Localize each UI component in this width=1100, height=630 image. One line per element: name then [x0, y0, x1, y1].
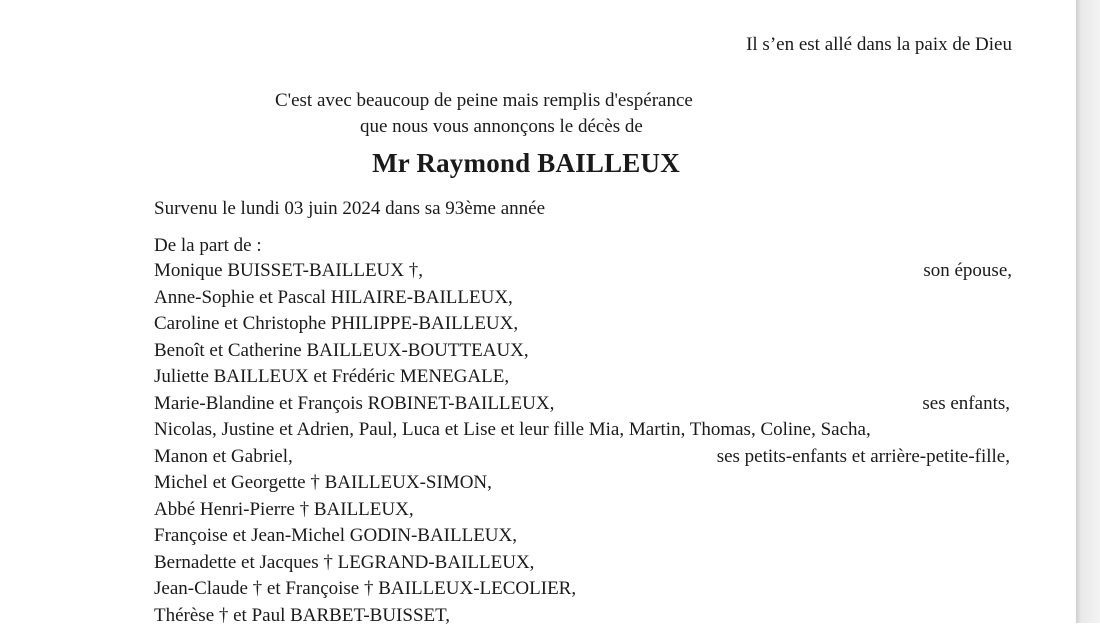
family-member-name: Monique BUISSET-BAILLEUX †, — [154, 260, 423, 281]
family-member-name: Bernadette et Jacques † LEGRAND-BAILLEUX, — [154, 552, 535, 573]
family-member-name: Jean-Claude † et Françoise † BAILLEUX-LECOLIER, — [154, 578, 577, 599]
family-member-name: Caroline et Christophe PHILIPPE-BAILLEUX, — [154, 313, 519, 334]
family-row — [154, 445, 1010, 471]
epigraph: Il s’en est allé dans la paix de Dieu — [746, 34, 1012, 55]
family-member-name: Françoise et Jean-Michel GODIN-BAILLEUX, — [154, 525, 518, 546]
family-relation: ses enfants, — [922, 393, 1010, 414]
family-row — [154, 365, 1014, 391]
family-member-name: Abbé Henri-Pierre † BAILLEUX, — [154, 499, 414, 520]
deceased-name: Mr Raymond BAILLEUX — [372, 148, 680, 178]
family-row — [154, 471, 1014, 497]
family-row — [154, 312, 1014, 338]
from-label: De la part de : — [154, 235, 262, 256]
family-member-name: Anne-Sophie et Pascal HILAIRE-BAILLEUX, — [154, 287, 513, 308]
death-notice: Survenu le lundi 03 juin 2024 dans sa 93ème année — [154, 198, 546, 219]
family-row — [154, 286, 1014, 312]
deceased-name-heading — [0, 148, 1076, 179]
family-member-name: Nicolas, Justine et Adrien, Paul, Luca et Lise et leur fille Mia, Martin, Thomas, Coline, Sacha, — [154, 419, 871, 440]
family-member-name: Benoît et Catherine BAILLEUX-BOUTTEAUX, — [154, 340, 529, 361]
family-row — [154, 339, 1014, 365]
family-row — [154, 524, 1014, 550]
family-member-name: Thérèse † et Paul BARBET-BUISSET, — [154, 605, 451, 626]
family-member-name: Manon et Gabriel, — [154, 446, 293, 467]
family-row — [154, 604, 1014, 630]
family-relation: son épouse, — [923, 260, 1012, 281]
family-row — [154, 392, 1010, 418]
family-relation: ses petits-enfants et arrière-petite-fille, — [716, 446, 1010, 467]
family-row — [154, 577, 1014, 603]
family-member-name: Marie-Blandine et François ROBINET-BAILLEUX, — [154, 393, 555, 414]
page-edge-shadow — [1076, 0, 1100, 623]
intro-line-1: C'est avec beaucoup de peine mais remplis d'espérance — [275, 90, 693, 111]
family-row — [154, 551, 1014, 577]
family-member-name: Juliette BAILLEUX et Frédéric MENEGALE, — [154, 366, 510, 387]
family-row — [154, 498, 1014, 524]
family-row — [154, 418, 1014, 444]
family-member-name: Michel et Georgette † BAILLEUX-SIMON, — [154, 472, 492, 493]
intro-line-2: que nous vous annonçons le décès de — [360, 116, 643, 137]
family-row — [154, 259, 1012, 285]
